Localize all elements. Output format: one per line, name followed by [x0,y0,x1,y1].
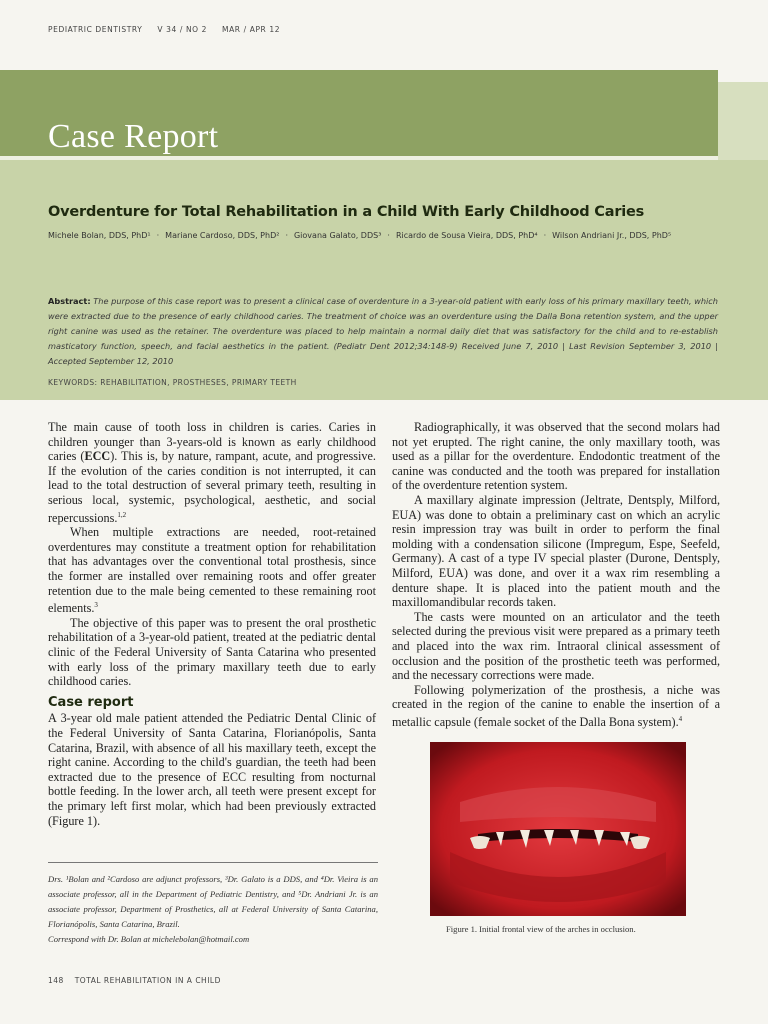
banner-side [718,82,768,160]
author-list [48,231,671,240]
abstract [48,294,718,369]
paragraph: Radiographically, it was observed that the second molars had not yet erupted. The right canine, the only maxillary tooth, was used as a pillar for the overdenture. Endodontic treatment of the canine was conducted and the tooth was prepared for installation of the overdenture retention system. [392,420,720,493]
body-column-right [392,420,720,730]
journal-volume: V 34 / NO 2 [157,25,208,34]
journal-name: PEDIATRIC DENTISTRY [48,25,143,34]
page-footer [48,976,229,985]
author: Ricardo de Sousa Vieira, DDS, PhD⁴ [395,231,538,240]
author: Mariane Cardoso, DDS, PhD² [165,231,280,240]
journal-date: MAR / APR 12 [222,25,281,34]
author: Wilson Andriani Jr., DDS, PhD⁵ [552,231,672,240]
author-separator: · [543,231,547,240]
dental-arch-illustration [430,742,686,916]
paragraph [48,525,376,616]
author-separator: · [285,231,288,240]
paragraph-text: The main cause of tooth loss in children is caries. Caries in children younger than 3-years-old is known as early childhood caries ( [48,420,376,464]
body-column-left [48,420,376,828]
author: Michele Bolan, DDS, PhD¹ [48,231,151,240]
footnote-rule [48,862,378,863]
section-heading: Case report [48,694,134,710]
author-separator: · [156,231,160,240]
keywords: KEYWORDS: REHABILITATION, PROSTHESES, PRIMARY TEETH [48,378,297,387]
figure-1-photo [430,742,686,916]
abbreviation: ECC [84,449,111,464]
citation: 4 [678,714,683,723]
paragraph [48,420,376,525]
article-title: Overdenture for Total Rehabilitation in a Child With Early Childhood Caries [48,204,645,220]
paragraph [392,683,720,730]
abstract-label: Abstract: [48,296,91,306]
affiliations: Drs. ¹Bolan and ²Cardoso are adjunct professors, ³Dr. Galato is a DDS, and ⁴Dr. Vieira is an associate professor, all in the Department of Pediatric Dentistry, and ⁵Dr. Andriani Jr. is an associate professor, Department of Prosthetics, all at Federal University of Santa Catarina, Florianópolis, Santa Catarina, Brazil. [48,874,378,929]
section-banner [0,70,718,160]
citation: 3 [94,601,98,610]
paragraph: A 3-year old male patient attended the Pediatric Dental Clinic of the Federal University of Santa Catarina, Florianópolis, Santa Catarina, Brazil, with absence of all his maxillary teeth, except the right canine. According to the child's guardian, the teeth had been extracted due to the presence of ECC resulting from nocturnal bottle feeding. In the lower arch, all teeth were present except for the primary left first molar, which had been previously extracted (Figure 1). [48,711,376,828]
figure-caption: Figure 1. Initial frontal view of the arches in occlusion. [446,924,636,934]
footnote [48,872,378,947]
paragraph: The casts were mounted on an articulator and the teeth selected during the previous visit were prepared as a primary teeth and placed into the wax rim. Intraoral clinical assessment of occlusion and the position of the prosthetic teeth was performed, and the necessary corrections were made. [392,609,720,683]
page-number: 148 [48,976,64,985]
correspondence: Correspond with Dr. Bolan at michelebolan@hotmail.com [48,934,250,944]
author: Giovana Galato, DDS³ [293,231,382,240]
abstract-text: The purpose of this case report was to present a clinical case of overdenture in a 3-year-old patient with early loss of his primary maxillary teeth, which were extracted due to the presence of early childhood caries. The treatment of choice was an overdenture using the Dalla Bona retention system, and the upper right canine was used as the retainer. The overdenture was placed to help maintain a normal daily diet that was satisfactory for the child and to re-establish masticatory function, speech, and facial aesthetics in the patient. (Pediatr Dent 2012;34:148-9) Received June 7, 2010 | Last Revision September 3, 2010 | Accepted September 12, 2010 [48,296,718,366]
footer-title: TOTAL REHABILITATION IN A CHILD [74,976,221,985]
section-title: Case Report [48,118,219,155]
paragraph-text: Following polymerization of the prosthesis, a niche was created in the region of the canine to enable the insertion of a metallic capsule (female socket of the Dalla Bona system). [392,682,720,729]
author-separator: · [387,231,390,240]
running-head [48,25,292,34]
paragraph: A maxillary alginate impression (Jeltrate, Dentsply, Milford, EUA) was done to obtain a preliminary cast on which an acrylic resin impression tray was built in order to perform the final molding with a condensation silicone (Impregum, Espe, Seefeld, Germany). A cast of a type IV special plaster (Durone, Dentsply, Milford, EUA) was done, and over it a wax rim resembling a denture shape. It is placed into the patient mouth and the maxillomandibular records taken. [392,492,720,610]
paragraph: The objective of this paper was to present the oral prosthetic rehabilitation of a 3-year-old patient, treated at the pediatric dental clinic of the Federal University of Santa Catarina who presented with early loss of the primary maxillary teeth due to early childhood caries. [48,615,376,689]
paragraph-text: ). This is, by nature, rampant, acute, and progressive. If the evolution of the caries condition is not interrupted, it can lead to the total destruction of several primary teeth, resulting in serious local, systemic, psychological, aesthetic, and social repercussions. [48,449,376,525]
citation: 1,2 [117,510,127,519]
paragraph-text: When multiple extractions are needed, root-retained overdentures may constitute a treatment option for rehabilitation that has advantages over the conventional total prosthesis, since the former are installed over remaining roots and offer greater retention due to the male being cemented to these remaining root elements. [48,525,376,616]
